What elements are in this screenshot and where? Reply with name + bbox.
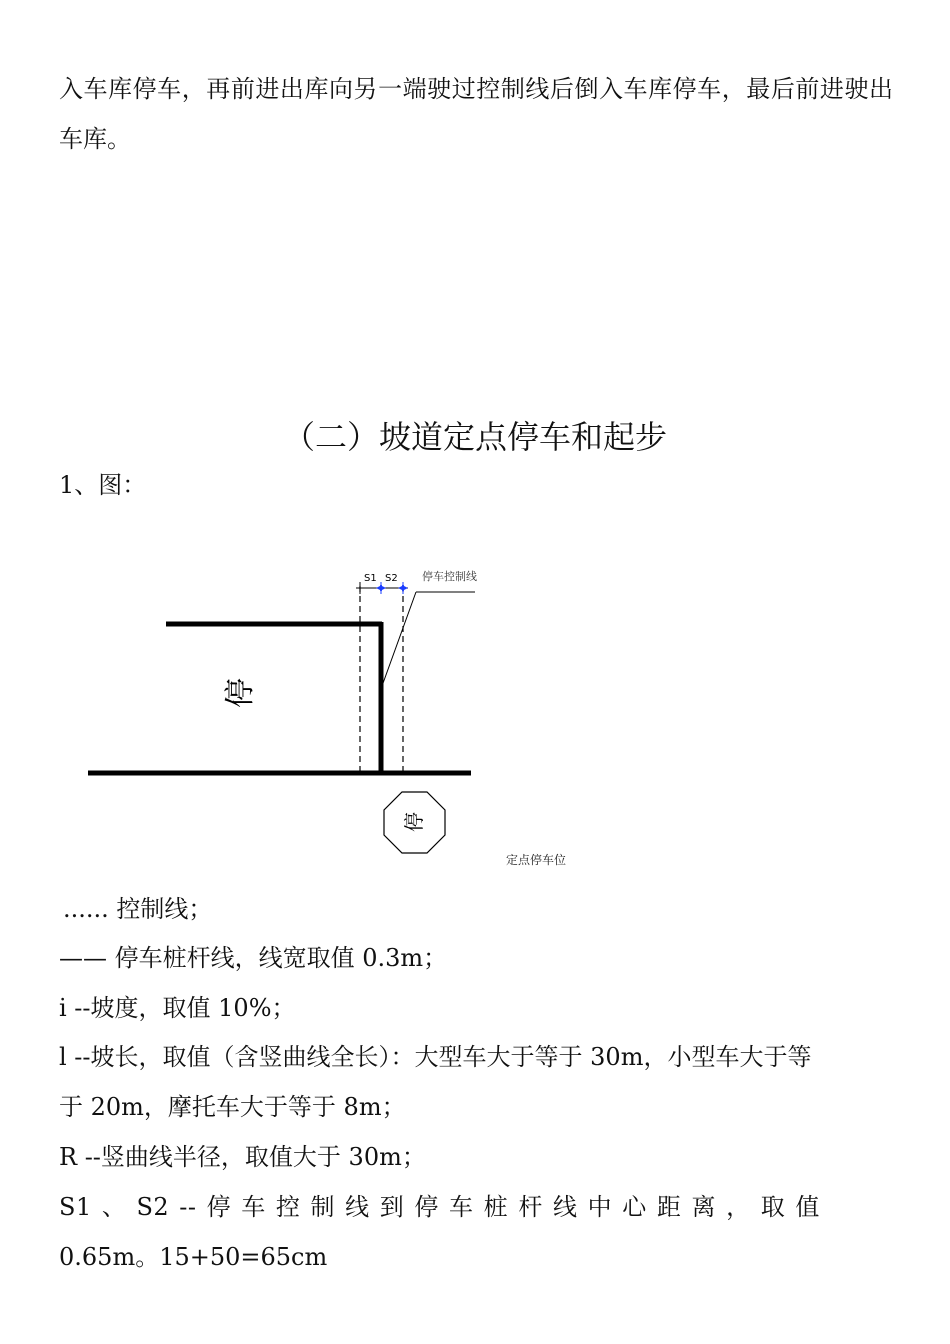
legend-length-line-1: l --坡长，取值（含竖曲线全长）：大型车大于等于 30m，小型车大于等	[59, 1043, 812, 1071]
legend-s-distance-line-1: S1 、 S2 -- 停 车 控 制 线 到 停 车 桩 杆 线 中 心 距 离 ， 取 值	[59, 1193, 820, 1221]
stop-mark-rotated: 停	[223, 678, 258, 708]
legend-s-distance-line-2: 0.65m。15+50=65cm	[59, 1243, 328, 1271]
figure-label: 1、图：	[59, 471, 147, 499]
legend-length-line-2: 于 20m，摩托车大于等于 8m；	[59, 1093, 406, 1121]
figure-caption: 定点停车位	[506, 853, 567, 867]
legend-control-line: ...... 控制线；	[63, 895, 213, 923]
s2-label: S2	[385, 573, 398, 584]
legend-slope: i --坡度，取值 10%；	[59, 994, 296, 1022]
slope-line	[382, 592, 416, 686]
legend-radius: R --竖曲线半径，取值大于 30m；	[59, 1143, 426, 1171]
section-heading: （二）坡道定点停车和起步	[282, 418, 667, 456]
ramp-stop-diagram	[60, 560, 620, 875]
s1-label: S1	[364, 573, 377, 584]
stop-sign-text: 停	[402, 812, 426, 832]
control-line-label: 停车控制线	[422, 570, 477, 583]
legend-pole-line: —— 停车桩杆线，线宽取值 0.3m；	[59, 944, 448, 972]
intro-paragraph: 入车库停车，再前进出库向另一端驶过控制线后倒入车库停车，最后前进驶出车库。	[59, 75, 893, 153]
